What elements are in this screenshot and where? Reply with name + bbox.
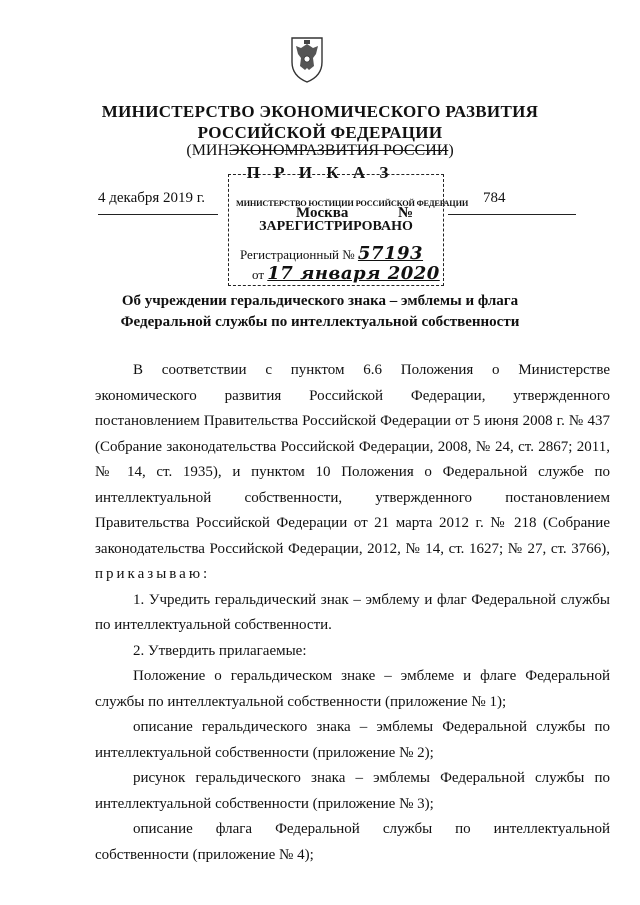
date-underline (98, 214, 218, 215)
sub-item-1: Положение о геральдическом знаке – эмблеме и флаге Федеральной службы по интеллектуальной собственности (приложение № 1); (95, 668, 610, 710)
sub-item-3: рисунок геральдического знака – эмблемы Федеральной службы по интеллектуальной собственности (приложение № 3); (95, 770, 610, 812)
stamp-from-label: от (252, 267, 265, 282)
stamp-reg-label: Регистрационный № (240, 247, 355, 262)
order-word: приказываю: (95, 566, 211, 582)
order-number: 784 (483, 190, 506, 206)
stamp-organization: МИНИСТЕРСТВО ЮСТИЦИИ РОССИЙСКОЙ ФЕДЕРАЦИИ (236, 199, 469, 208)
item-2: 2. Утвердить прилагаемые: (133, 642, 307, 659)
preamble-paragraph: В соответствии с пунктом 6.6 Положения о Министерстве экономического развития Российской Федерации, утвержденного постановлением Правительства Российской Федерации от 5 июня 2008 г. № 437 (Собрание законодательства Российской Федерации, 2008, № 24, ст. 2867; 2011, № 14, ст. 1935), и пунктом 10 Положения о Федеральной службе по интеллектуальной собственности, утвержденного постановлением Правительства Российской Федерации от 21 марта 2012 г. № 218 (Собрание законодательства Российской Федерации, 2012, № 14, ст. 1627; № 27, ст. 3766), приказываю: (95, 362, 610, 582)
ministry-short-struck: ЭКОНОМРАЗВИТИЯ РОССИИ (229, 142, 449, 159)
ministry-short-name: (МИНЭКОНОМРАЗВИТИЯ РОССИИ) (186, 142, 454, 159)
coat-of-arms-icon (288, 32, 326, 84)
sub-item-2: описание геральдического знака – эмблемы Федеральной службы по интеллектуальной собственности (приложение № 2); (95, 719, 610, 761)
document-body (95, 358, 610, 868)
order-title: П Р И К А З (246, 163, 394, 182)
order-date: 4 декабря 2019 г. (98, 190, 205, 206)
stamp-registered: ЗАРЕГИСТРИРОВАНО (259, 219, 413, 234)
city: Москва (296, 205, 349, 221)
ministry-name-line2: РОССИЙСКОЙ ФЕДЕРАЦИИ (197, 123, 443, 142)
stamp-reg-number: 57193 (357, 243, 424, 264)
number-sign: № (398, 205, 414, 221)
document-title: Об учреждении геральдического знака – эмблемы и флага Федеральной службы по интеллектуальной собственности (120, 293, 520, 330)
stamp-from-date: 17 января 2020 (267, 263, 440, 284)
ministry-name-line1: МИНИСТЕРСТВО ЭКОНОМИЧЕСКОГО РАЗВИТИЯ (101, 102, 539, 121)
stamp-reg-row (240, 243, 423, 264)
sub-item-4: описание флага Федеральной службы по интеллектуальной собственности (приложение № 4); (95, 821, 610, 863)
stamp-date-row (252, 263, 440, 284)
number-underline (448, 214, 576, 215)
item-1: 1. Учредить геральдический знак – эмблему и флаг Федеральной службы по интеллектуальной собственности. (95, 591, 610, 633)
